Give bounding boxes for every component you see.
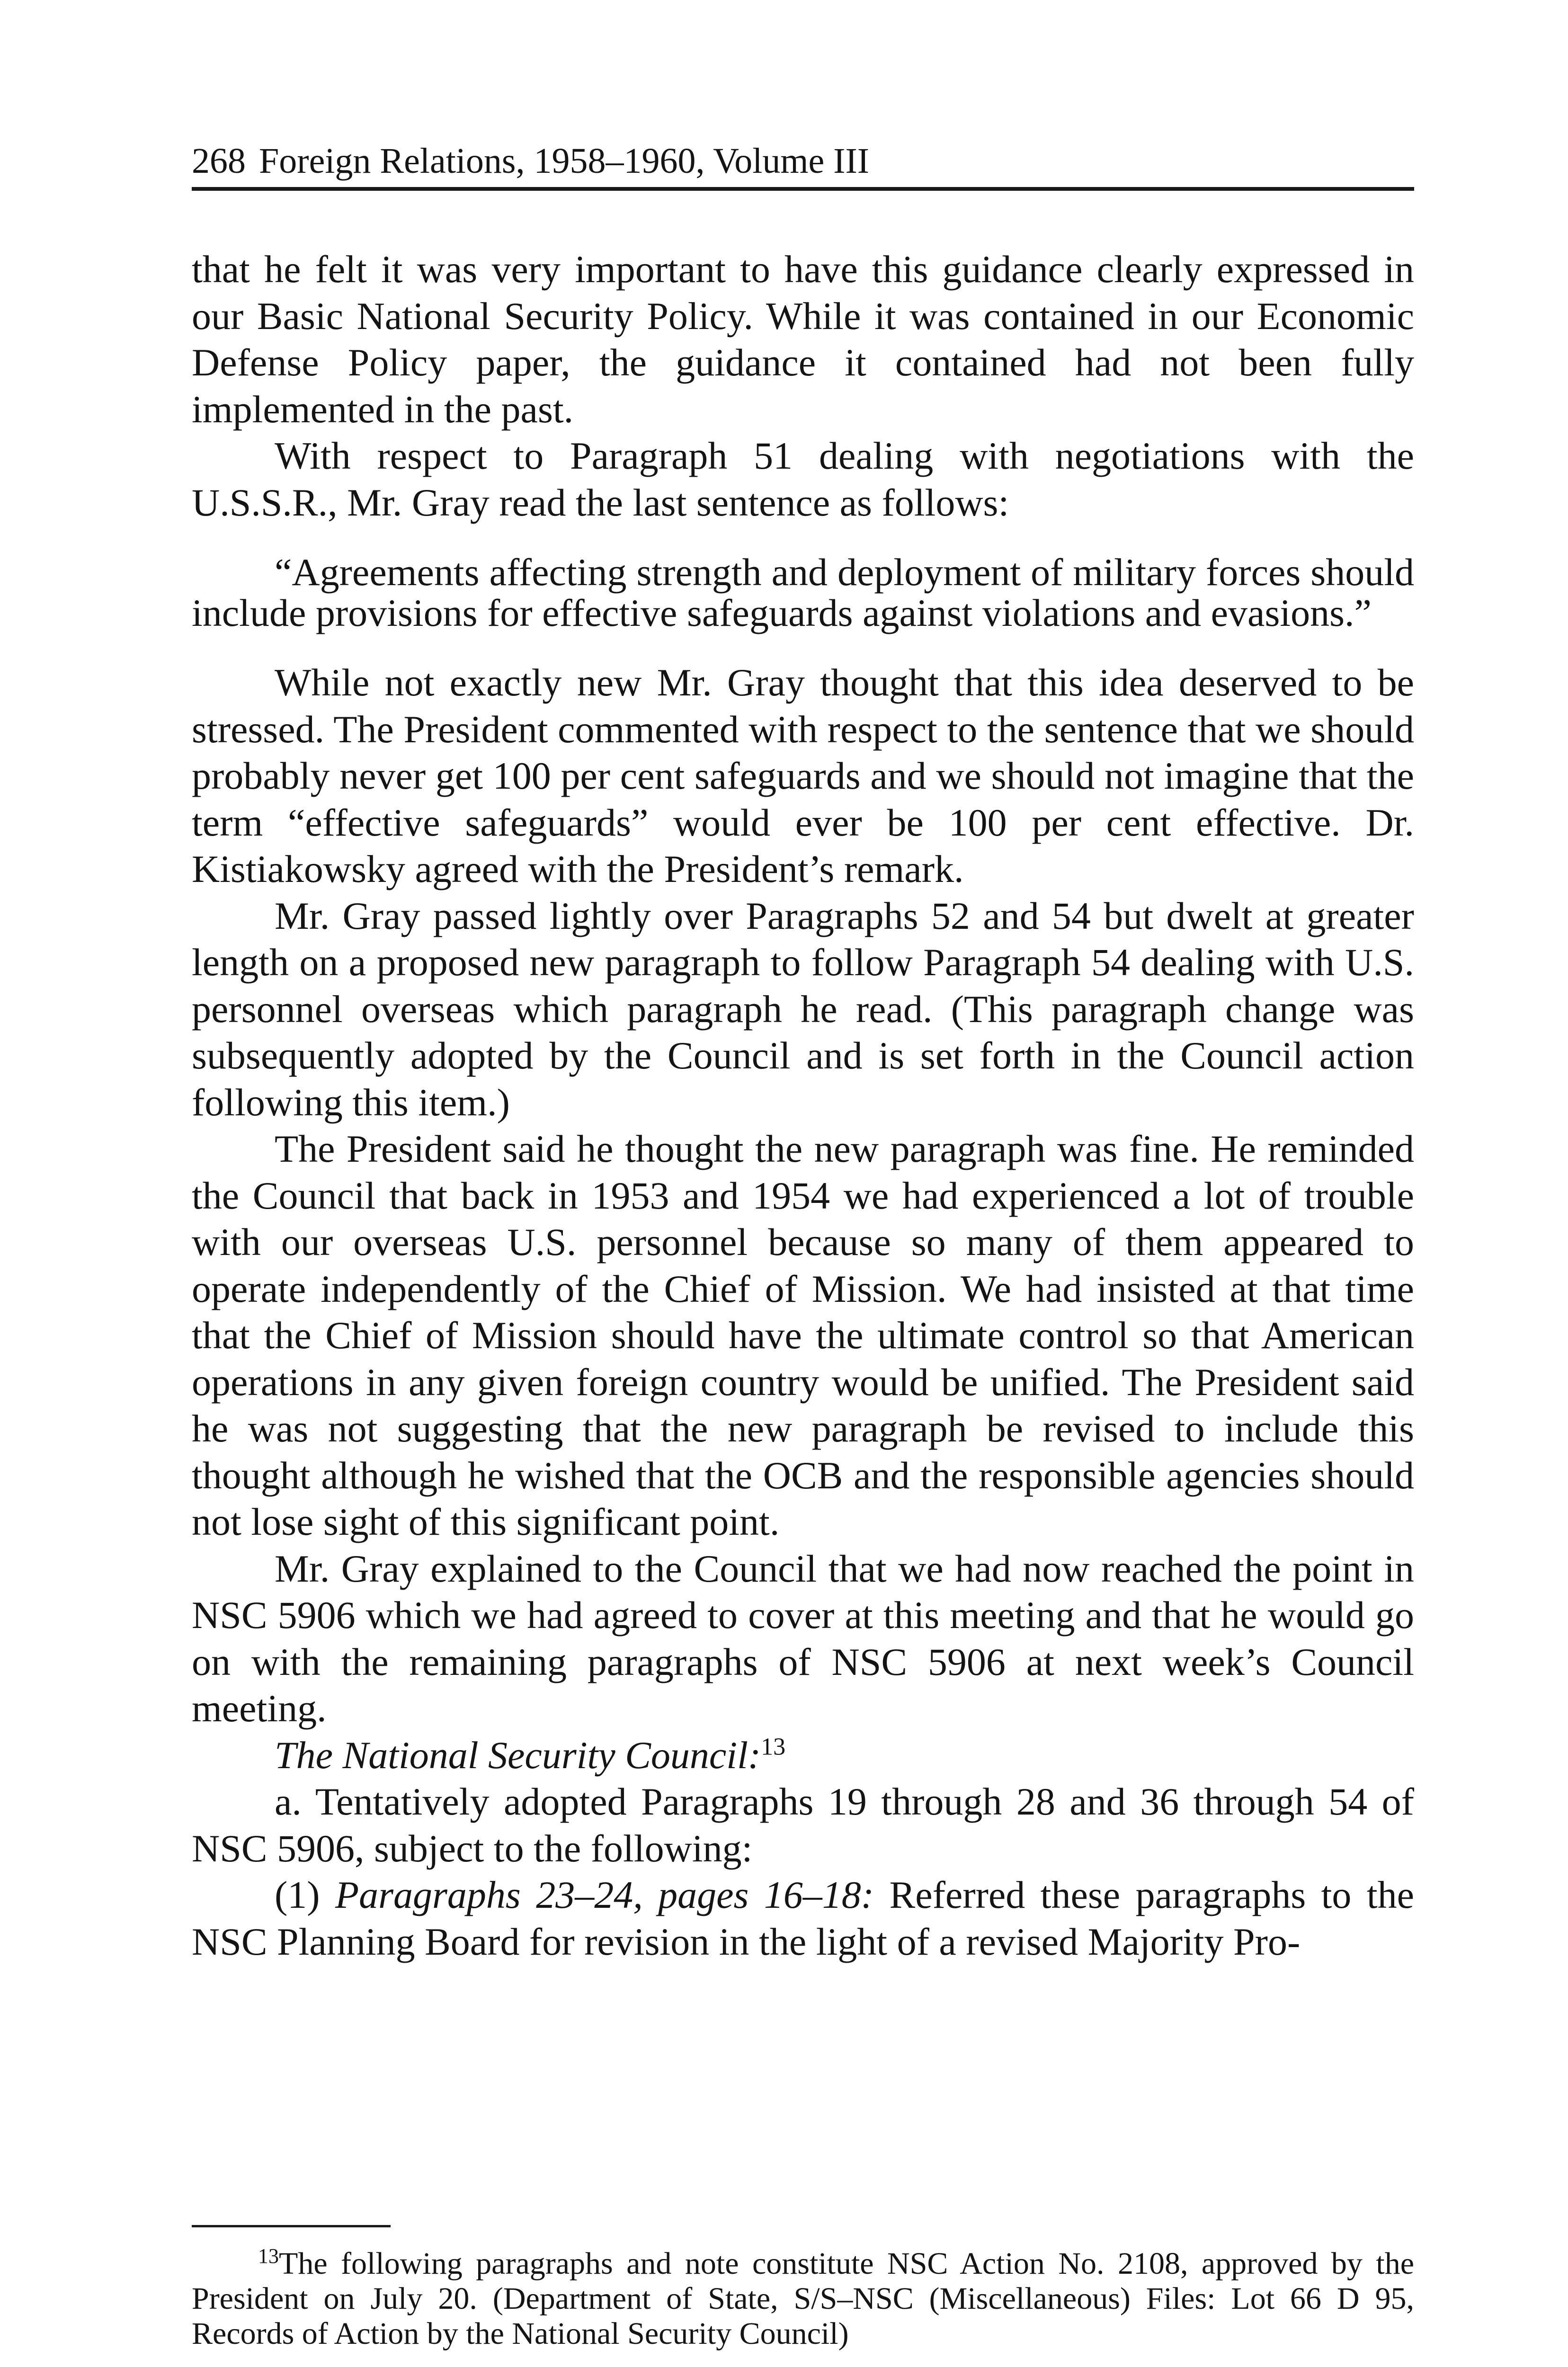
footnote-marker: 13 bbox=[258, 2244, 279, 2268]
paragraph: With respect to Paragraph 51 dealing with negotiations with the U.S.S.R., Mr. Gray read the last sentence as follows: bbox=[192, 434, 1414, 524]
paragraph: Mr. Gray explained to the Council that we had now reached the point in NSC 5906 which we had agreed to cover at this meeting and that he would go on with the remaining paragraphs of NSC 5906 at next week’s Council meeting. bbox=[192, 1547, 1414, 1730]
page-number: 268 bbox=[192, 141, 246, 181]
main-text bbox=[192, 246, 1414, 1965]
paragraph: While not exactly new Mr. Gray thought that this idea deserved to be stressed. The President commented with respect to the sentence that we should probably never get 100 per cent safeguards and we should not imagine that the term “effective safeguards” would ever be 100 per cent effective. Dr. Kistiakowsky agreed with the President’s remark. bbox=[192, 661, 1414, 890]
footnote bbox=[192, 2246, 1414, 2351]
paragraph: The President said he thought the new paragraph was fine. He reminded the Council that back in 1953 and 1954 we had experienced a lot of trouble with our overseas U.S. personnel because so many of them appeared to operate independently of the Chief of Mission. We had insisted at that time that the Chief of Mission should have the ultimate control so that American operations in any given foreign country would be unified. The President said he was not suggesting that the new paragraph be revised to include this thought although he wished that the OCB and the responsible agencies should not lose sight of this significant point. bbox=[192, 1127, 1414, 1543]
running-header bbox=[192, 135, 1414, 191]
item-label: (1) bbox=[275, 1873, 320, 1916]
item-text: Referred these paragraphs to the NSC Planning Board for revision in the light of a revised Majority Pro- bbox=[192, 1873, 1414, 1963]
action-item-1 bbox=[192, 1872, 1414, 1965]
paragraph-continuation: that he felt it was very important to have this guidance clearly expressed in our Basic National Security Policy. While it was contained in our Economic Defense Policy paper, the guidance it contained had not been fully implemented in the past. bbox=[192, 248, 1414, 431]
block-quote: “Agreements affecting strength and deployment of military forces should include provisions for effective safeguards against violations and evasions.” bbox=[192, 551, 1414, 634]
footnote-rule bbox=[192, 2225, 391, 2227]
paragraph: Mr. Gray passed lightly over Paragraphs 52 and 54 but dwelt at greater length on a proposed new paragraph to follow Paragraph 54 dealing with U.S. personnel overseas which paragraph he read. (This paragraph change was subsequently adopted by the Council and is set forth in the Council action following this item.) bbox=[192, 894, 1414, 1124]
council-heading bbox=[192, 1732, 1414, 1779]
council-heading-text: The National Security Council: bbox=[275, 1733, 761, 1777]
item-reference: Paragraphs 23–24, pages 16–18: bbox=[335, 1873, 874, 1916]
footnote-text: The following paragraphs and note constitute NSC Action No. 2108, approved by the President on July 20. (Department of State, S/S–NSC (Miscellaneous) Files: Lot 66 D 95, Records of Action by the National Security Council) bbox=[192, 2246, 1414, 2351]
action-item-a: a. Tentatively adopted Paragraphs 19 through 28 and 36 through 54 of NSC 5906, subject to the following: bbox=[192, 1780, 1414, 1870]
running-title: Foreign Relations, 1958–1960, Volume III bbox=[259, 141, 870, 181]
footnote-reference: 13 bbox=[761, 1733, 786, 1761]
